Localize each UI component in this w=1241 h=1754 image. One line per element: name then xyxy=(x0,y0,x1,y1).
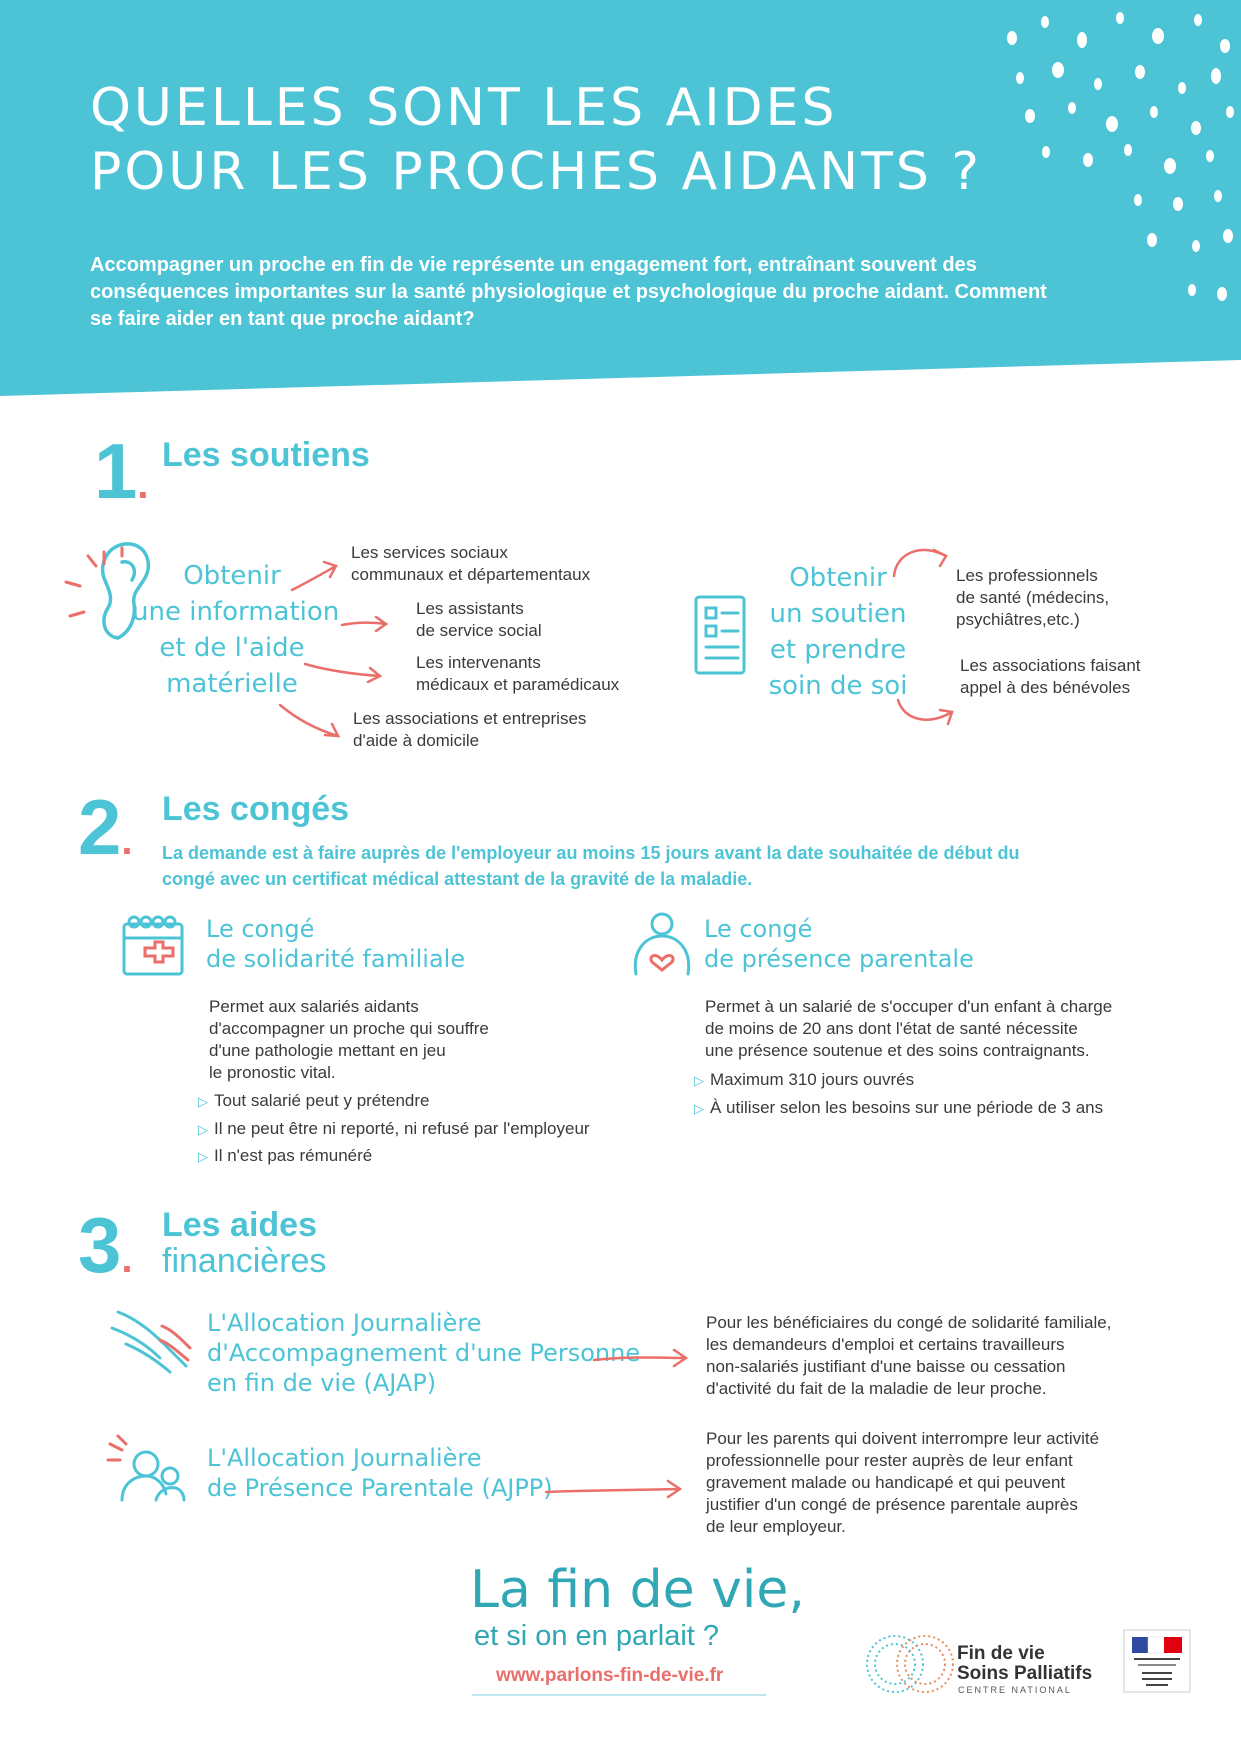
section-number: 3. xyxy=(78,1201,133,1289)
triangle-bullet-icon: ▷ xyxy=(198,1149,208,1164)
section-number: 2. xyxy=(78,783,133,871)
label-line: un soutien xyxy=(769,599,907,629)
hands-icon xyxy=(112,1312,190,1372)
target-associations: Les associations et entreprises d'aide à domicile xyxy=(353,709,587,750)
label-line: Obtenir xyxy=(183,561,281,591)
conge-parental-description: Permet à un salarié de s'occuper d'un enfant à charge de moins de 20 ans dont l'état de santé nécessite une présence soutenue et des soins contraignants. xyxy=(705,997,1113,1060)
list-item: ▷ Maximum 310 jours ouvrés xyxy=(694,1070,915,1089)
list-item: ▷ Il ne peut être ni reporté, ni refusé par l'employeur xyxy=(198,1119,590,1138)
sound-lines-icon xyxy=(66,548,122,616)
label-line: matérielle xyxy=(166,669,298,699)
section-title: Les congés xyxy=(162,790,350,828)
calendar-medical-icon xyxy=(124,917,182,974)
target-benevoles: Les associations faisant appel à des bénévoles xyxy=(960,656,1141,697)
ear-icon xyxy=(103,544,149,638)
section-lead: La demande est à faire auprès de l'employeur au moins 15 jours avant la date souhaitée de début du congé avec un certificat médical attestant de la gravité de la maladie. xyxy=(162,843,1020,889)
label-line: et prendre xyxy=(769,635,907,665)
label-line: et de l'aide xyxy=(159,633,305,663)
arrows-aides xyxy=(546,1350,686,1497)
list-item: ▷ À utiliser selon les besoins sur une période de 3 ans xyxy=(694,1098,1104,1117)
arrows-left-group xyxy=(280,562,386,736)
slogan-main: La fin de vie, xyxy=(470,1560,805,1620)
section-subtitle: financières xyxy=(162,1242,327,1280)
label-line: Obtenir xyxy=(789,563,887,593)
list-item: ▷ Il n'est pas rémunéré xyxy=(198,1146,373,1165)
sparkle-lines-icon xyxy=(108,1436,126,1460)
label-line: soin de soi xyxy=(768,671,908,701)
centre-national-logo-icon xyxy=(867,1636,953,1692)
conge-solidarite-title: Le congé de solidarité familiale xyxy=(206,915,466,973)
target-assistants: Les assistants de service social xyxy=(416,599,542,640)
arrows-right-group xyxy=(894,550,952,724)
label-line: une information xyxy=(132,597,340,627)
intro-paragraph: Accompagner un proche en fin de vie représente un engagement fort, entraînant souvent des conséquences importantes sur la santé physiologique et psychologique du proche aidant. Comment se faire aider en tant que proche aidant? xyxy=(90,254,1047,330)
ajpp-description: Pour les parents qui doivent interrompre leur activité professionnelle pour rester auprès de leur enfant gravement malade ou handicapé et qui peuvent justifier d'un congé de présence parentale auprès de leur employeur. xyxy=(706,1429,1100,1536)
section-title: Les soutiens xyxy=(162,436,370,474)
target-professionnels: Les professionnels de santé (médecins, psychiâtres,etc.) xyxy=(956,566,1110,629)
slogan-sub: et si on en parlait ? xyxy=(474,1620,720,1652)
triangle-bullet-icon: ▷ xyxy=(694,1101,704,1116)
triangle-bullet-icon: ▷ xyxy=(198,1094,208,1109)
page-title-line-2: POUR LES PROCHES AIDANTS ? xyxy=(90,142,982,202)
org-subtitle: CENTRE NATIONAL xyxy=(958,1685,1072,1695)
list-item: ▷ Tout salarié peut y prétendre xyxy=(198,1091,430,1110)
section-title: Les aides xyxy=(162,1206,317,1244)
checklist-icon xyxy=(696,597,744,673)
triangle-bullet-icon: ▷ xyxy=(198,1122,208,1137)
conge-parental-title: Le congé de présence parentale xyxy=(704,915,974,973)
parent-child-icon xyxy=(122,1452,184,1500)
org-name: Fin de vie Soins Palliatifs xyxy=(957,1643,1093,1684)
ajpp-title: L'Allocation Journalière de Présence Parentale (AJPP) xyxy=(207,1444,553,1502)
triangle-bullet-icon: ▷ xyxy=(694,1073,704,1088)
conge-solidarite-description: Permet aux salariés aidants d'accompagner un proche qui souffre d'une pathologie mettant en jeu le pronostic vital. xyxy=(209,997,489,1082)
person-heart-icon xyxy=(635,914,688,974)
website-link[interactable]: www.parlons-fin-de-vie.fr xyxy=(496,1665,724,1686)
section-number: 1. xyxy=(94,427,149,515)
ajap-title: L'Allocation Journalière d'Accompagnement d'une Personne en fin de vie (AJAP) xyxy=(207,1309,641,1397)
page-title-line-1: QUELLES SONT LES AIDES xyxy=(90,78,838,138)
target-services-sociaux: Les services sociaux communaux et départementaux xyxy=(351,543,591,584)
republique-francaise-logo-icon xyxy=(1124,1630,1190,1692)
target-intervenants: Les intervenants médicaux et paramédicaux xyxy=(416,653,620,694)
ajap-description: Pour les bénéficiaires du congé de solidarité familiale, les demandeurs d'emploi et certains travailleurs non-salariés justifiant d'une baisse ou cessation d'activité du fait de la maladie de leur proche. xyxy=(706,1313,1112,1398)
